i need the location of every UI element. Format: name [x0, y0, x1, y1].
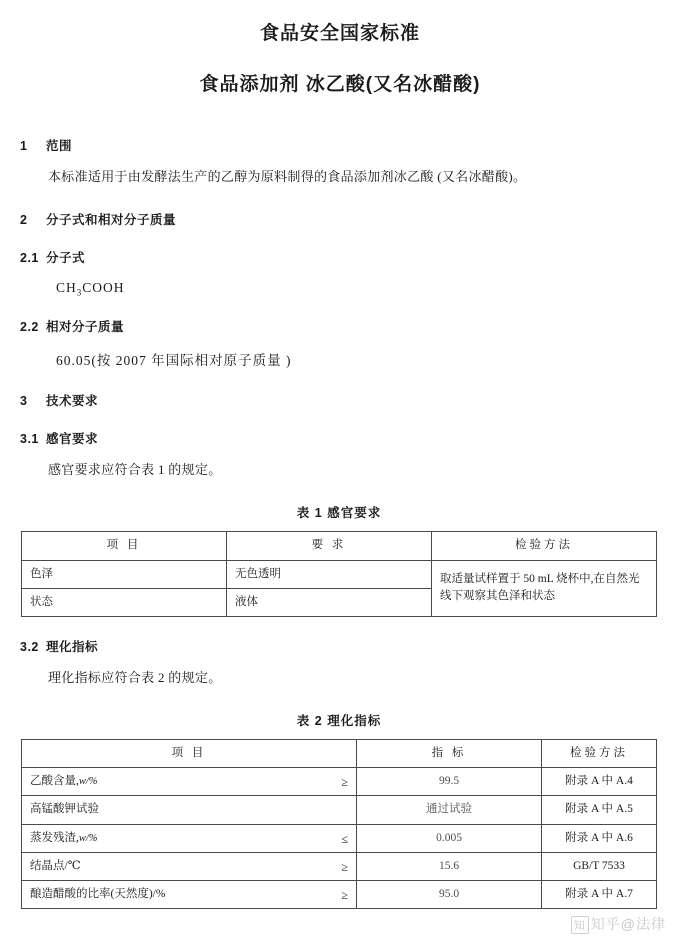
cell-index: 0.005 [357, 824, 542, 852]
table-row [22, 852, 657, 880]
heading-number: 2.2 [20, 320, 39, 335]
heading-2-2-relative-molecular-mass [20, 317, 658, 335]
table-row [22, 768, 657, 796]
table-header-row [22, 739, 657, 767]
paragraph-sensory: 感官要求应符合表 1 的规定。 [48, 462, 222, 478]
cell-item-label: 结晶点/℃ [30, 859, 81, 872]
heading-number: 2.1 [20, 250, 39, 265]
cell-item-symbol: ≥ [341, 775, 348, 790]
table-header-requirement: 要 求 [227, 532, 432, 560]
heading-3-2-physicochemical-indexes [20, 637, 658, 655]
document-title: 食品安全国家标准 [259, 23, 420, 44]
table-header-item: 项 目 [22, 739, 357, 767]
cell-index: 99.5 [357, 768, 542, 796]
table-row [22, 881, 657, 909]
cell-item-label: 高锰酸钾试验 [30, 803, 99, 816]
heading-number: 1 [20, 139, 28, 153]
heading-label: 技术要求 [46, 394, 99, 409]
cell-index: 15.6 [357, 852, 542, 880]
cell-item-label: 乙酸含量, [30, 775, 79, 788]
heading-label: 范围 [46, 139, 73, 153]
cell-item-label: 酿造醋酸的比率(天然度)/% [30, 888, 166, 901]
cell-method: 附录 A 中 A.4 [542, 768, 657, 796]
heading-label: 感官要求 [46, 432, 99, 447]
heading-label: 理化指标 [46, 640, 99, 655]
formula-part-b: COOH [82, 279, 125, 295]
table-2-caption: 表 2 理化指标 [296, 713, 382, 728]
table-row [22, 560, 657, 588]
watermark-badge: 知 [571, 916, 589, 934]
table-1-caption: 表 1 感官要求 [296, 506, 382, 521]
heading-3-technical-requirements [20, 391, 658, 409]
heading-number: 3.2 [20, 640, 39, 655]
document-subtitle: 食品添加剂 冰乙酸(又名冰醋酸) [199, 74, 481, 95]
watermark [571, 914, 666, 934]
table-row [22, 824, 657, 852]
cell-index: 通过试验 [357, 796, 542, 824]
molar-mass-value: 60.05(按 2007 年国际相对原子质量 ) [56, 353, 292, 369]
cell-item-label: 蒸发残渣, [30, 831, 79, 844]
cell-item-unit: w/% [78, 776, 98, 788]
cell-method: GB/T 7533 [542, 852, 657, 880]
document-page [0, 18, 680, 942]
heading-1-scope [20, 136, 658, 154]
table-header-index: 指 标 [357, 739, 542, 767]
chemical-formula [20, 280, 658, 298]
heading-number: 2 [20, 212, 28, 227]
cell-method: 附录 A 中 A.5 [542, 796, 657, 824]
cell-item: 色泽 [22, 560, 227, 588]
heading-label: 相对分子质量 [46, 320, 125, 335]
document-body [0, 136, 680, 909]
cell-item [22, 852, 357, 880]
heading-label: 分子式 [46, 250, 86, 265]
cell-item: 状态 [22, 588, 227, 616]
heading-2-formula [20, 210, 658, 228]
cell-item [22, 796, 357, 824]
formula-part-a: CH [56, 279, 77, 295]
table-header-row [22, 532, 657, 560]
watermark-text: 知乎@法律 [590, 916, 666, 932]
cell-index: 95.0 [357, 881, 542, 909]
formula-subscript: 3 [76, 287, 83, 298]
cell-item [22, 881, 357, 909]
paragraph-physicochemical: 理化指标应符合表 2 的规定。 [48, 670, 222, 686]
table-sensory-requirements [21, 531, 657, 617]
heading-number: 3 [20, 394, 28, 409]
heading-label: 分子式和相对分子质量 [46, 212, 177, 227]
cell-method: 附录 A 中 A.6 [542, 824, 657, 852]
cell-item [22, 824, 357, 852]
cell-method: 附录 A 中 A.7 [542, 881, 657, 909]
cell-item [22, 768, 357, 796]
paragraph-scope: 本标准适用于由发酵法生产的乙醇为原料制得的食品添加剂冰乙酸 (又名冰醋酸)。 [48, 169, 527, 184]
cell-item-symbol: ≥ [341, 888, 348, 903]
cell-requirement: 液体 [227, 588, 432, 616]
cell-item-unit: w/% [78, 832, 98, 844]
cell-item-symbol: ≤ [341, 831, 348, 846]
cell-method: 取适量试样置于 50 mL 烧杯中,在自然光线下观察其色泽和状态 [432, 560, 657, 617]
table-row [22, 796, 657, 824]
cell-requirement: 无色透明 [227, 560, 432, 588]
table-header-method: 检验方法 [432, 532, 657, 560]
heading-3-1-sensory-requirements [20, 429, 658, 447]
heading-number: 3.1 [20, 432, 39, 447]
table-header-item: 项 目 [22, 532, 227, 560]
heading-2-1-molecular-formula [20, 248, 658, 266]
cell-item-symbol: ≥ [341, 859, 348, 874]
table-header-method: 检验方法 [542, 739, 657, 767]
table-physicochemical-indexes [21, 739, 657, 910]
